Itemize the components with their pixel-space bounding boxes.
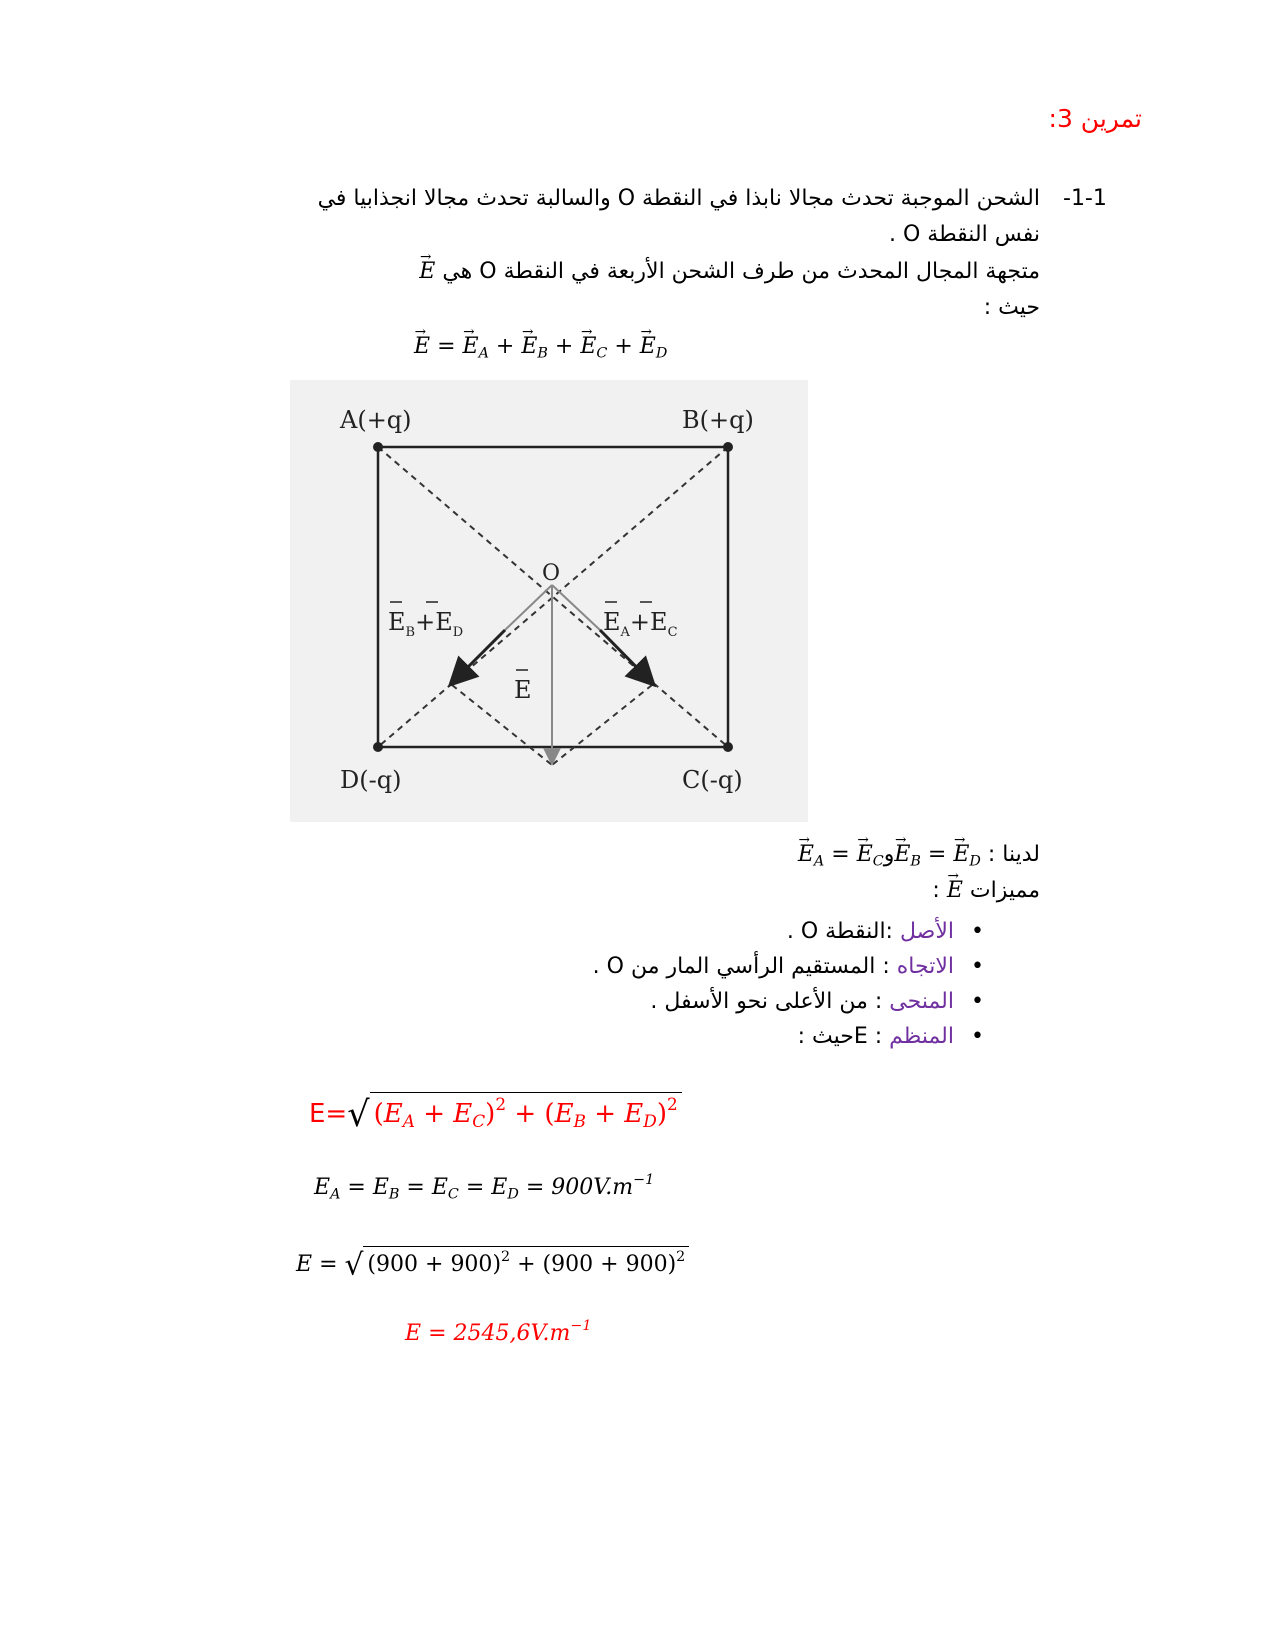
features-label: مميزات [969,878,1040,903]
features-vector-e: → E [947,878,963,903]
field-diagram-svg [290,380,808,822]
property-value: :النقطة O . [786,919,893,944]
charge-d-dot [373,742,383,752]
properties-list [390,914,990,1054]
vector-eb-ed [505,585,552,630]
property-key: الاتجاه [896,954,954,979]
sqrt-sign: √ [347,1094,370,1136]
features-colon: : [932,878,940,903]
have-label: لدينا : [987,842,1040,867]
field-diagram [290,380,808,822]
property-origin [390,914,990,949]
exercise-title: تمرين 3: [1048,104,1142,133]
label-a: A(+q) [340,406,412,434]
vector-sum-equation: → E = → $E_A$ + → $E_B$ + → $E_C$ + → $E_D$ [414,334,667,361]
label-left-vector: $E_B+E_D$ [388,608,464,640]
label-o: O [542,561,561,586]
parallelogram-left [452,685,552,765]
charge-c-dot [723,742,733,752]
property-value: : المستقيم الرأسي المار من O . [592,954,890,979]
property-value: : Eحيث : [797,1024,883,1049]
label-right-vector: $E_A+E_C$ [603,608,678,640]
vector-ea-ec [552,585,600,630]
result-equation: $E = 2545,6V.m^{-1}$ [405,1318,592,1346]
label-b: B(+q) [682,406,754,434]
charge-b-dot [723,442,733,452]
property-value: : من الأعلى نحو الأسفل . [650,989,883,1014]
substitution-equation: E = √ $(900 + 900)^2 + (900 + 900)^2$ [296,1246,689,1283]
paragraph-line-1: الشحن الموجبة تحدث مجالا نابذا في النقطة O والسالبة تحدث مجالا انجذابيا في [317,186,1040,211]
property-key: الأصل [899,919,954,944]
values-equation: $E_A = E_B = E_C = E_D = 900V.m^{-1}$ [314,1172,655,1203]
equal-fields-equation: → $E_A$ = → $E_Cو\to E_B$ = → $E_D$ [798,842,981,867]
magnitude-formula: E=√ $(E_A + E_C)^2 + (E_B + E_D)^2$ [309,1092,682,1135]
item-number: -1-1 [1063,186,1107,211]
parallelogram-right [552,685,652,765]
paragraph-line-3-text: متجهة المجال المحدث من طرف الشحن الأربعة في النقطة O هي [442,259,1040,284]
paragraph-line-3 [419,259,1040,284]
paragraph-line-2: نفس النقطة O . [888,222,1040,247]
label-center-vector: E [514,676,532,704]
property-key: المنحى [889,989,954,1014]
label-d: D(-q) [340,766,402,794]
property-key: المنظم [889,1024,954,1049]
property-magnitude [390,1019,990,1054]
label-c: C(-q) [682,766,743,794]
charge-a-dot [373,442,383,452]
property-direction [390,949,990,984]
equal-fields-line [798,842,1040,869]
property-sense [390,984,990,1019]
features-line [932,878,1040,903]
vector-e-inline: → E [419,259,435,284]
magnitude-prefix: E= [309,1098,348,1129]
paragraph-line-4: حيث : [983,295,1040,320]
